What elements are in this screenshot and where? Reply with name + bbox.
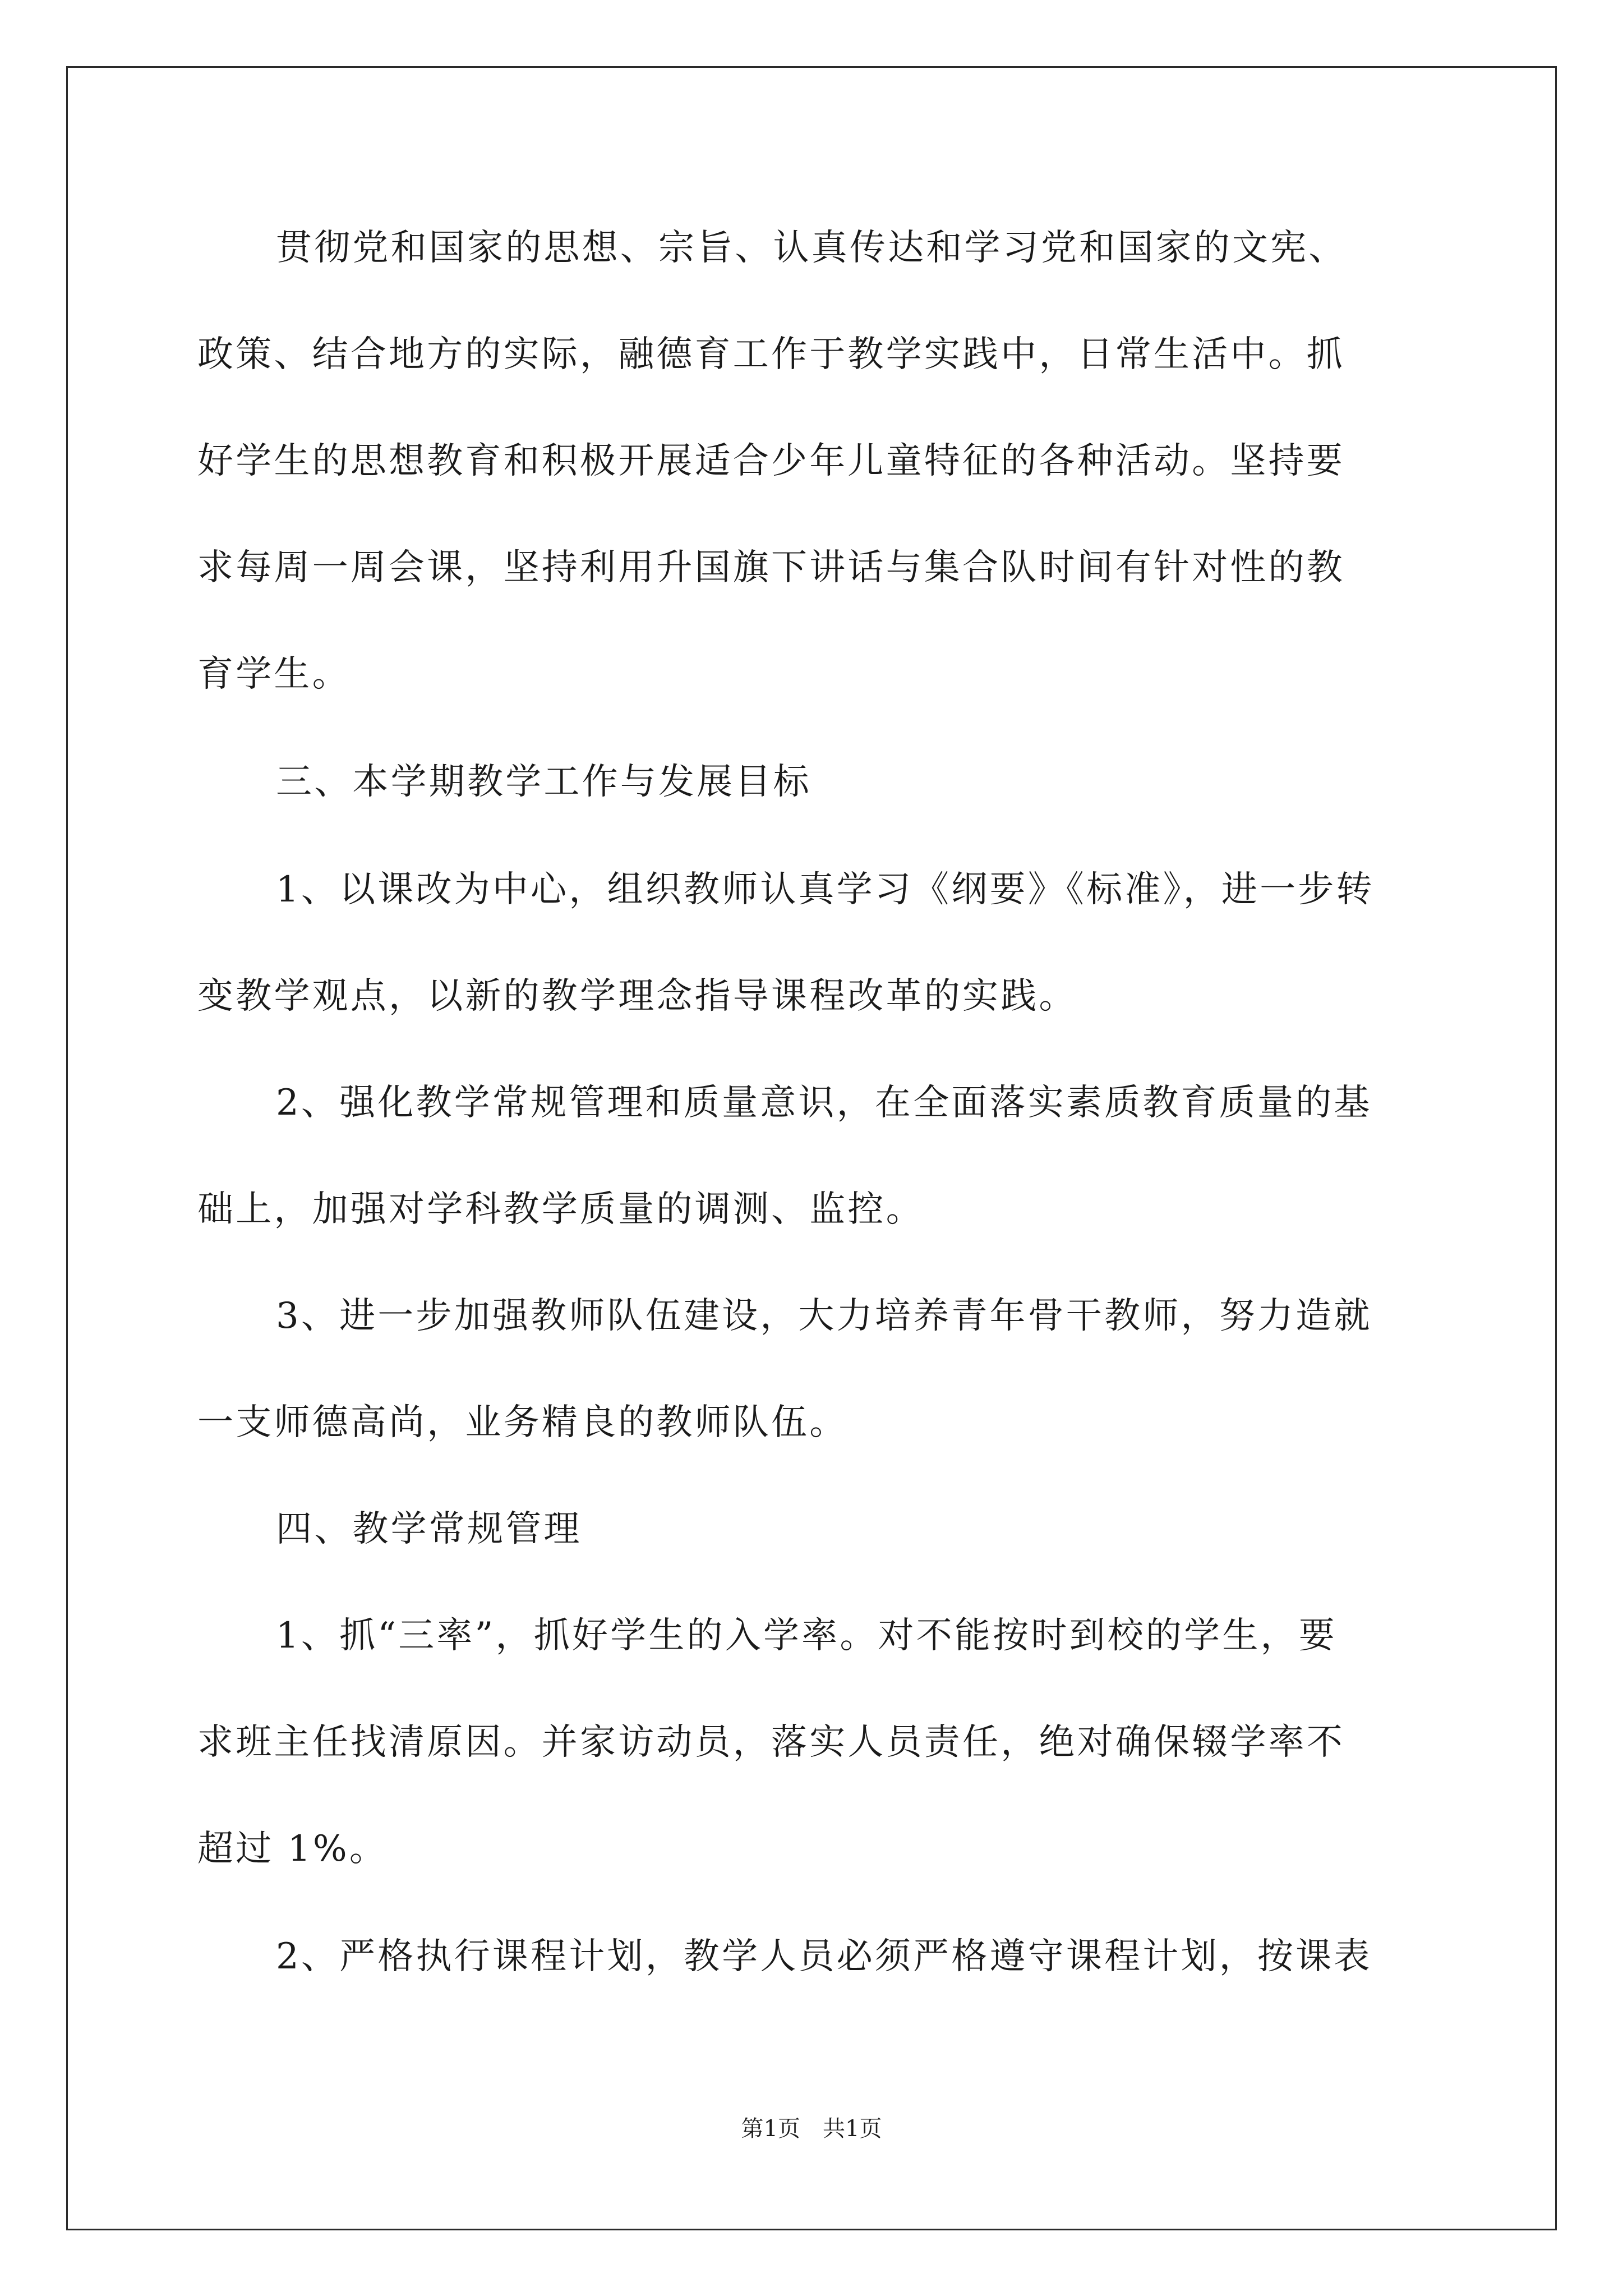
paragraph-line: 2、强化教学常规管理和质量意识，在全面落实素质教育质量的基 xyxy=(276,1082,1372,1124)
section-heading: 三、本学期教学工作与发展目标 xyxy=(276,761,811,803)
paragraph-line: 2、严格执行课程计划，教学人员必须严格遵守课程计划，按课表 xyxy=(276,1936,1372,1977)
paragraph-line: 础上，加强对学科教学质量的调测、监控。 xyxy=(197,1189,924,1230)
paragraph-line: 好学生的思想教育和积极开展适合少年儿童特征的各种活动。坚持要 xyxy=(197,440,1345,482)
page-footer: 第1页 共1页 xyxy=(741,2116,882,2142)
paragraph-line: 1、抓“三率”，抓好学生的入学率。对不能按时到校的学生，要 xyxy=(276,1615,1337,1657)
paragraph-line: 育学生。 xyxy=(197,654,351,695)
paragraph-line: 3、进一步加强教师队伍建设，大力培养青年骨干教师，努力造就 xyxy=(276,1295,1372,1337)
paragraph-line: 求班主任找清原因。并家访动员，落实人员责任，绝对确保辍学率不 xyxy=(197,1722,1345,1763)
paragraph-line: 政策、结合地方的实际，融德育工作于教学实践中，日常生活中。抓 xyxy=(197,334,1345,375)
paragraph-line: 变教学观点，以新的教学理念指导课程改革的实践。 xyxy=(197,976,1077,1017)
paragraph-line: 求每周一周会课，坚持利用升国旗下讲话与集合队时间有针对性的教 xyxy=(197,547,1345,588)
section-heading: 四、教学常规管理 xyxy=(276,1508,582,1550)
paragraph-line: 一支师德高尚，业务精良的教师队伍。 xyxy=(197,1402,848,1443)
paragraph-line: 超过 1%。 xyxy=(197,1828,388,1870)
paragraph-line: 贯彻党和国家的思想、宗旨、认真传达和学习党和国家的文宪、 xyxy=(276,227,1347,269)
paragraph-line: 1、以课改为中心，组织教师认真学习《纲要》《标准》，进一步转 xyxy=(276,869,1375,910)
